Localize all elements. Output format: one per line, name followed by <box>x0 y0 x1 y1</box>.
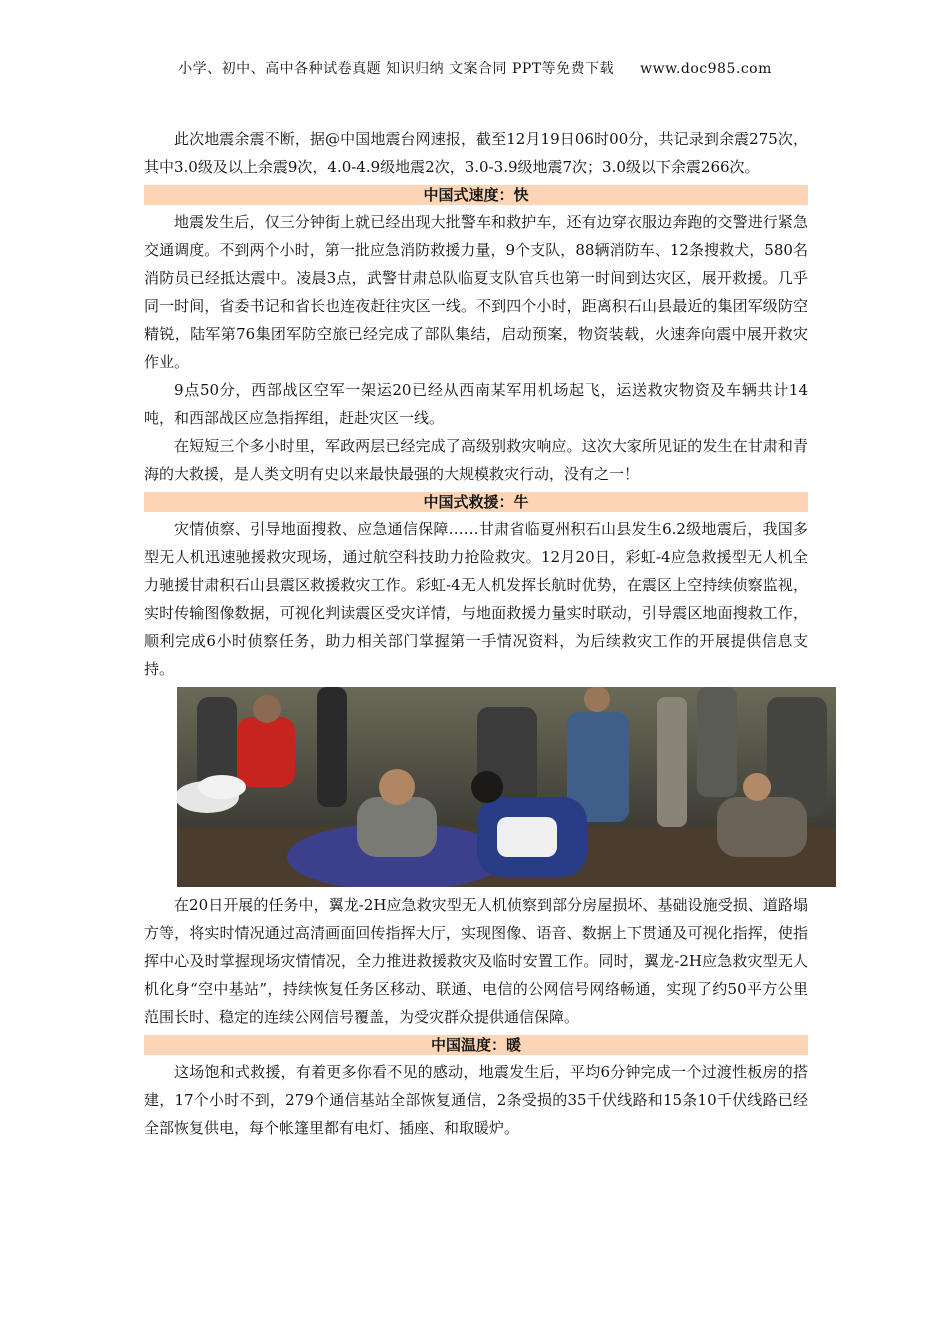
section-rescue-paragraph-2: 在20日开展的任务中，翼龙-2H应急救灾型无人机侦察到部分房屋损坏、基础设施受损、道路塌方等，将实时情况通过高清画面回传指挥大厅，实现图像、语音、数据上下贯通及可视化指挥，使指挥中心及时掌握现场灾情情况，全力推进救援救灾及临时安置工作。同时，翼龙-2H应急救灾型无人机化身“空中基站”，持续恢复任务区移动、联通、电信的公网信号网络畅通，实现了约50平方公里范围长时、稳定的连续公网信号覆盖，为受灾群众提供通信保障。 <box>144 896 808 1026</box>
section-speed-paragraph-3: 在短短三个多小时里，军政两层已经完成了高级别救灾响应。这次大家所见证的发生在甘肃和青海的大救援，是人类文明有史以来最快最强的大规模救灾行动，没有之一！ <box>144 437 808 483</box>
photo-illustration <box>177 687 836 887</box>
section-rescue-paragraph-1: 灾情侦察、引导地面搜救、应急通信保障……甘肃省临夏州积石山县发生6.2级地震后，我国多型无人机迅速驰援救灾现场，通过航空科技助力抢险救灾。12月20日，彩虹-4应急救援型无人机全力驰援甘肃积石山县震区救援救灾工作。彩虹-4无人机发挥长航时优势，在震区上空持续侦察监视，实时传输图像数据，可视化判读震区受灾详情，与地面救援力量实时联动，引导震区地面搜救工作，顺利完成6小时侦察任务，助力相关部门掌握第一手情况资料，为后续救灾工作的开展提供信息支持。 <box>144 520 808 678</box>
section-speed-paragraph-1: 地震发生后，仅三分钟街上就已经出现大批警车和救护车，还有边穿衣服边奔跑的交警进行紧急交通调度。不到两个小时，第一批应急消防救援力量，9个支队，88辆消防车、12条搜救犬，580名消防员已经抵达震中。凌晨3点，武警甘肃总队临夏支队官兵也第一时间到达灾区，展开救援。几乎同一时间，省委书记和省长也连夜赶往灾区一线。不到四个小时，距离积石山县最近的集团军级防空精锐，陆军第76集团军防空旅已经完成了部队集结，启动预案，物资装载，火速奔向震中展开救灾作业。 <box>144 213 808 371</box>
intro-paragraph: 此次地震余震不断，据@中国地震台网速报，截至12月19日06时00分，共记录到余震275次，其中3.0级及以上余震9次，4.0-4.9级地震2次，3.0-3.9级地震7次；3.0级以下余震266次。 <box>144 130 808 176</box>
section-title-warmth: 中国温度：暖 <box>144 1035 808 1055</box>
section-title-speed: 中国式速度：快 <box>144 185 808 205</box>
page-header <box>0 58 950 78</box>
header-text: 小学、初中、高中各种试卷真题 知识归纳 文案合同 PPT等免费下载 <box>178 61 615 77</box>
article-body <box>144 125 808 1142</box>
section-speed-paragraph-2: 9点50分，西部战区空军一架运20已经从西南某军用机场起飞，运送救灾物资及车辆共计14吨，和西部战区应急指挥组，赶赴灾区一线。 <box>144 381 808 427</box>
rescue-scene-photo <box>177 687 836 887</box>
header-url[interactable]: www.doc985.com <box>640 61 772 77</box>
section-title-rescue: 中国式救援：牛 <box>144 492 808 512</box>
section-warmth-paragraph-1: 这场饱和式救援，有着更多你看不见的感动，地震发生后，平均6分钟完成一个过渡性板房的搭建，17个小时不到，279个通信基站全部恢复通信，2条受损的35千伏线路和15条10千伏线路已经全部恢复供电，每个帐篷里都有电灯、插座、和取暖炉。 <box>144 1063 808 1137</box>
